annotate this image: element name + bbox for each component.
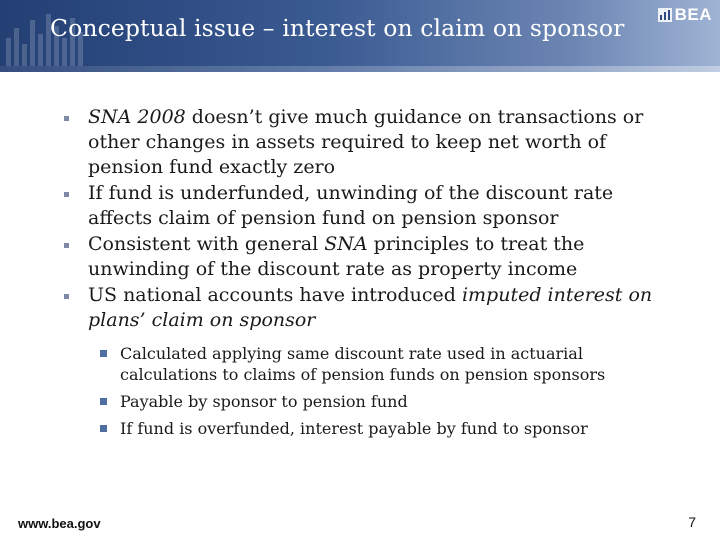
- bullet-marker-icon: [64, 192, 69, 197]
- bullet-text: SNA: [324, 233, 368, 255]
- bea-logo-text: BEA: [674, 5, 712, 24]
- slide-header: [0, 0, 720, 72]
- sub-bullet-text: Payable by sponsor to pension fund: [120, 392, 408, 411]
- header-accent-stripe: [0, 66, 720, 72]
- slide-body: [0, 105, 720, 445]
- bea-logo-mark-icon: [658, 8, 672, 22]
- sub-bullet-marker-icon: [100, 350, 107, 357]
- bea-logo: [658, 5, 712, 25]
- bullet-text: US national accounts have introduced: [88, 284, 462, 306]
- sub-bullet-item: [0, 391, 720, 412]
- bullet-item: [0, 283, 720, 333]
- bullet-text: imputed interest on plans’ claim on sponsor: [88, 284, 653, 331]
- sub-bullet-marker-icon: [100, 425, 107, 432]
- main-bullet-list: [0, 105, 720, 333]
- sub-bullet-item: [0, 343, 720, 385]
- bullet-marker-icon: [64, 243, 69, 248]
- sub-bullet-marker-icon: [100, 398, 107, 405]
- bullet-text: If fund is underfunded, unwinding of the discount rate affects claim of pension fund on pension sponsor: [88, 182, 614, 229]
- bullet-item: [0, 232, 720, 282]
- bullet-item: [0, 181, 720, 231]
- footer-url: www.bea.gov: [18, 516, 101, 531]
- bullet-text: doesn’t give much guidance on transactions or other changes in assets required to keep net worth of pension fund exactly zero: [88, 106, 644, 178]
- bullet-text: Consistent with general: [88, 233, 325, 255]
- sub-bullet-item: [0, 418, 720, 439]
- bullet-text: principles to treat the unwinding of the discount rate as property income: [88, 233, 585, 280]
- bullet-item: [0, 105, 720, 180]
- bullet-marker-icon: [64, 116, 69, 121]
- bullet-marker-icon: [64, 294, 69, 299]
- slide-title: Conceptual issue – interest on claim on sponsor: [50, 14, 625, 42]
- sub-bullet-text: If fund is overfunded, interest payable by fund to sponsor: [120, 419, 588, 438]
- sub-bullet-list: [0, 343, 720, 439]
- sub-bullet-text: Calculated applying same discount rate used in actuarial calculations to claims of pension funds on pension sponsors: [120, 344, 606, 384]
- bullet-text: SNA 2008: [88, 106, 186, 128]
- page-number: 7: [688, 514, 696, 530]
